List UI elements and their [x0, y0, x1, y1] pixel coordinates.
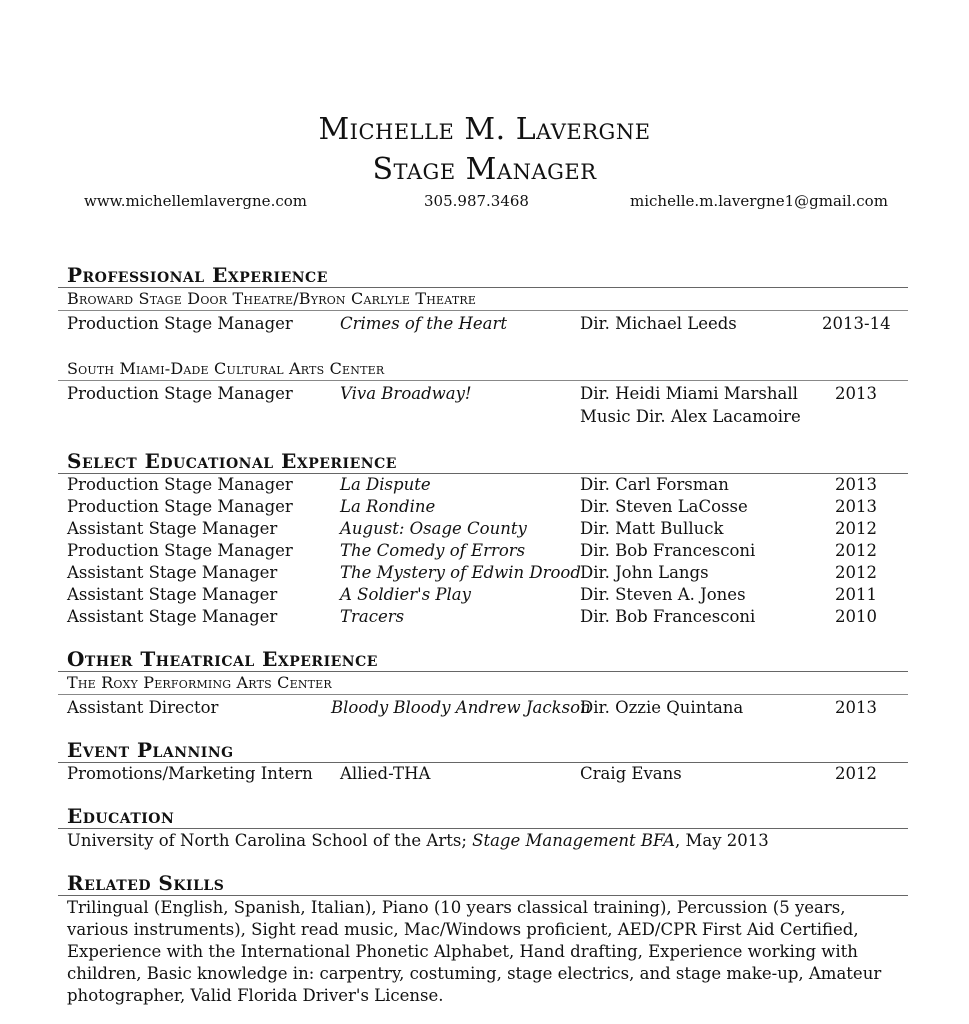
experience-row: Production Stage Manager Crimes of the Heart Dir. Michael Leeds 2013-14 [67, 314, 891, 333]
experience-row: Assistant Stage Manager Tracers Dir. Bob Francesconi 2010 [67, 607, 877, 626]
experience-row: Production Stage Manager The Comedy of Errors Dir. Bob Francesconi 2012 [67, 541, 877, 560]
section-heading-other: Other Theatrical Experience [58, 647, 908, 672]
experience-row: Production Stage Manager La Dispute Dir. Carl Forsman 2013 [67, 475, 877, 494]
experience-row: Assistant Stage Manager August: Osage County Dir. Matt Bulluck 2012 [67, 519, 877, 538]
section-heading-event: Event Planning [58, 738, 908, 763]
venue-heading: Broward Stage Door Theatre/Byron Carlyle Theatre [58, 288, 908, 311]
section-heading-skills: Related Skills [58, 871, 908, 896]
experience-row: Assistant Stage Manager The Mystery of Edwin Drood Dir. John Langs 2012 [67, 563, 877, 582]
venue-heading: The Roxy Performing Arts Center [58, 672, 908, 695]
section-heading-educational: Select Educational Experience [58, 449, 908, 474]
experience-row: Production Stage Manager Viva Broadway! Dir. Heidi Miami Marshall 2013 [67, 384, 877, 403]
experience-row: Promotions/Marketing Intern Allied-THA Craig Evans 2012 [67, 764, 877, 783]
experience-row: Assistant Stage Manager A Soldier's Play Dir. Steven A. Jones 2011 [67, 585, 877, 604]
experience-row: Production Stage Manager La Rondine Dir. Steven LaCosse 2013 [67, 497, 877, 516]
website-link[interactable]: www.michellemlavergne.com [84, 192, 307, 210]
education-entry: University of North Carolina School of the Arts; Stage Management BFA, May 2013 [67, 831, 769, 850]
applicant-title: Stage Manager [372, 152, 597, 187]
email-link[interactable]: michelle.m.lavergne1@gmail.com [630, 192, 888, 210]
section-heading-education: Education [58, 804, 908, 829]
applicant-name: Michelle M. Lavergne [318, 112, 651, 147]
phone-number: 305.987.3468 [424, 192, 529, 210]
section-heading-professional: Professional Experience [58, 263, 908, 288]
experience-row-continued: Music Dir. Alex Lacamoire [580, 407, 801, 426]
venue-heading: South Miami-Dade Cultural Arts Center [58, 358, 908, 381]
skills-paragraph: Trilingual (English, Spanish, Italian), Piano (10 years classical training), Percussion (5 years, various instruments), Sight read music, Mac/Windows proficient, AED/CPR First Aid Certified, Experience with the International Phonetic Alphabet, Hand drafting, Experience working with children, Basic knowledge in: carpentry, costuming, stage electrics, and stage make-up, Amateur photographer, Valid Florida Driver's License. [67, 898, 882, 1005]
experience-row: Assistant Director Bloody Bloody Andrew Jackson Dir. Ozzie Quintana 2013 [67, 698, 877, 717]
